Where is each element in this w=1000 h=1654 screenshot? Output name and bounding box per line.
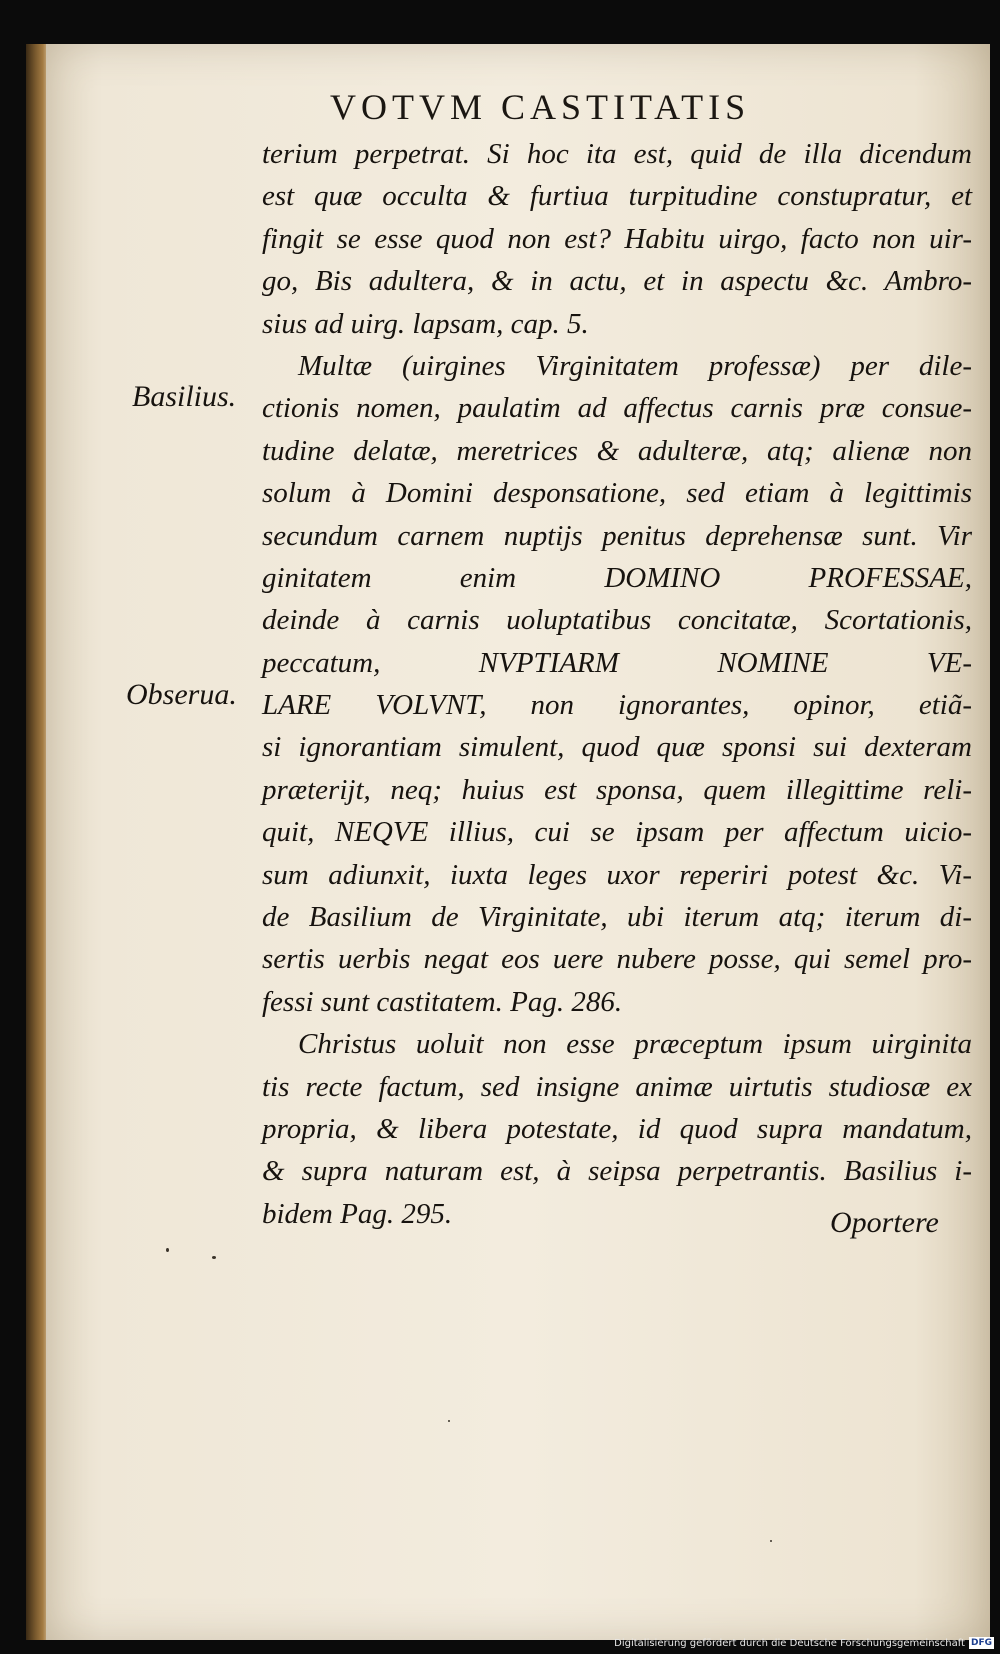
text-line: si ignorantiam simulent, quod quæ sponsi sui dexteram — [262, 731, 972, 764]
catchword: Oportere — [830, 1206, 939, 1239]
text-line: ginitatem enim DOMINO PROFESSAE, — [262, 561, 972, 594]
text-line: quit, NEQVE illius, cui se ipsam per affectum uicio- — [262, 816, 972, 849]
text-line: Christus uoluit non esse præceptum ipsum uirginita — [298, 1028, 972, 1061]
text-line: deinde à carnis uoluptatibus concitatæ, Scortationis, — [262, 604, 972, 637]
text-line: sius ad uirg. lapsam, cap. 5. — [262, 307, 589, 340]
text-line: Multæ (uirgines Virginitatem professæ) per dile- — [298, 349, 972, 382]
dfg-logo: DFG — [970, 1638, 992, 1648]
running-head: VOTVM CASTITATIS — [330, 87, 751, 127]
text-line: tis recte factum, sed insigne animæ uirtutis studiosæ ex — [262, 1070, 972, 1103]
text-line: tudine delatæ, meretrices & adulteræ, atq; alienæ non — [262, 434, 972, 467]
margin-note-basilius: Basilius. — [132, 380, 237, 413]
credit-text: Digitalisierung gefördert durch die Deutsche Forschungsgemeinschaft — [614, 1637, 965, 1649]
text-line: fessi sunt castitatem. Pag. 286. — [262, 985, 623, 1018]
text-line: de Basilium de Virginitate, ubi iterum atq; iterum di- — [262, 901, 972, 934]
text-line: sum adiunxit, iuxta leges uxor reperiri potest &c. Vi- — [262, 858, 972, 891]
text-line: bidem Pag. 295. — [262, 1197, 453, 1230]
text-line: est quæ occulta & furtiua turpitudine constupratur, et — [262, 180, 972, 213]
text-line: præterijt, neq; huius est sponsa, quem illegittime reli- — [262, 773, 972, 806]
digitization-credit — [614, 1636, 994, 1650]
text-line: sertis uerbis negat eos uere nubere posse, qui semel pro- — [262, 943, 972, 976]
body-text — [262, 133, 972, 1235]
text-line: ctionis nomen, paulatim ad affectus carnis præ consue- — [262, 392, 972, 425]
margin-note-obserua: Obserua. — [126, 678, 237, 711]
text-line: go, Bis adultera, & in actu, et in aspectu &c. Ambro- — [262, 265, 972, 298]
text-line: terium perpetrat. Si hoc ita est, quid de illa dicendum — [262, 138, 972, 170]
text-line: solum à Domini desponsatione, sed etiam à legittimis — [262, 477, 972, 510]
text-line: LARE VOLVNT, non ignorantes, opinor, etiã- — [262, 689, 972, 722]
text-line: peccatum, NVPTIARM NOMINE VE- — [262, 646, 972, 679]
text-line: fingit se esse quod non est? Habitu uirgo, facto non uir- — [262, 222, 972, 255]
text-line: & supra naturam est, à seipsa perpetrantis. Basilius i- — [262, 1155, 972, 1188]
text-line: secundum carnem nuptijs penitus deprehensæ sunt. Vir — [262, 519, 972, 552]
text-line: propria, & libera potestate, id quod supra mandatum, — [262, 1112, 972, 1145]
